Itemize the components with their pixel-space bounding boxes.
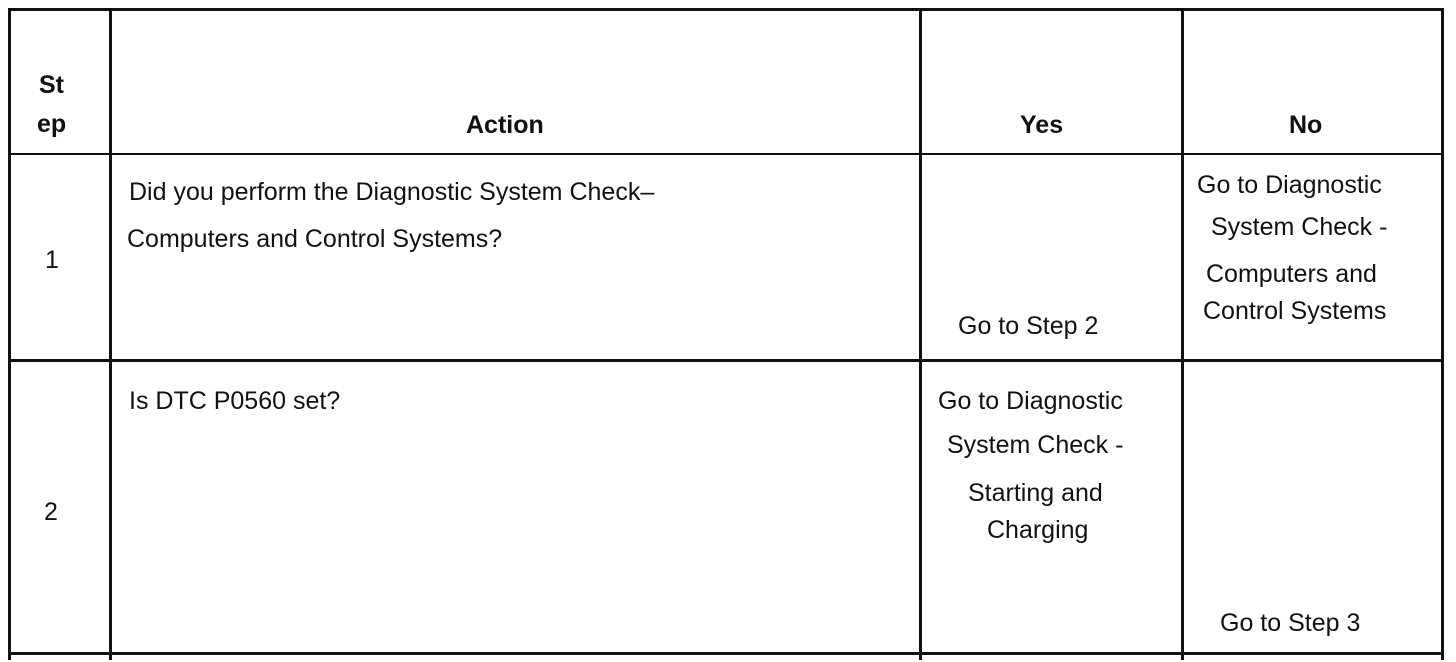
row-step-number: 1 xyxy=(45,246,59,274)
table-border-bottom xyxy=(8,652,1444,655)
row-yes-text: System Check - xyxy=(947,431,1124,459)
header-no: No xyxy=(1289,111,1323,139)
row-yes-text: Go to Diagnostic xyxy=(938,387,1123,415)
row-action-text: Computers and Control Systems? xyxy=(127,225,503,253)
row-yes-text: Go to Step 2 xyxy=(958,312,1099,340)
table-border-top xyxy=(8,8,1444,11)
header-divider xyxy=(8,153,1444,155)
col-divider-yes-no xyxy=(1181,8,1184,660)
table-border-left xyxy=(8,8,11,660)
row-action-text: Is DTC P0560 set? xyxy=(129,387,341,415)
col-divider-step-action xyxy=(109,8,112,660)
header-action: Action xyxy=(466,111,544,139)
header-step-line1: St xyxy=(39,71,64,99)
row-no-text: Go to Diagnostic xyxy=(1197,171,1382,199)
row-no-text: Control Systems xyxy=(1203,297,1387,325)
row-yes-text: Starting and xyxy=(968,479,1103,507)
row-divider xyxy=(8,359,1444,362)
row-no-text: System Check - xyxy=(1211,213,1388,241)
row-no-text: Computers and xyxy=(1206,260,1377,288)
row-step-number: 2 xyxy=(44,498,58,526)
row-action-text: Did you perform the Diagnostic System Check– xyxy=(129,178,655,206)
row-yes-text: Charging xyxy=(987,516,1089,544)
header-yes: Yes xyxy=(1020,111,1064,139)
row-no-text: Go to Step 3 xyxy=(1220,609,1361,637)
header-step-line2: ep xyxy=(37,110,67,138)
col-divider-action-yes xyxy=(919,8,922,660)
table-border-right xyxy=(1441,8,1444,660)
